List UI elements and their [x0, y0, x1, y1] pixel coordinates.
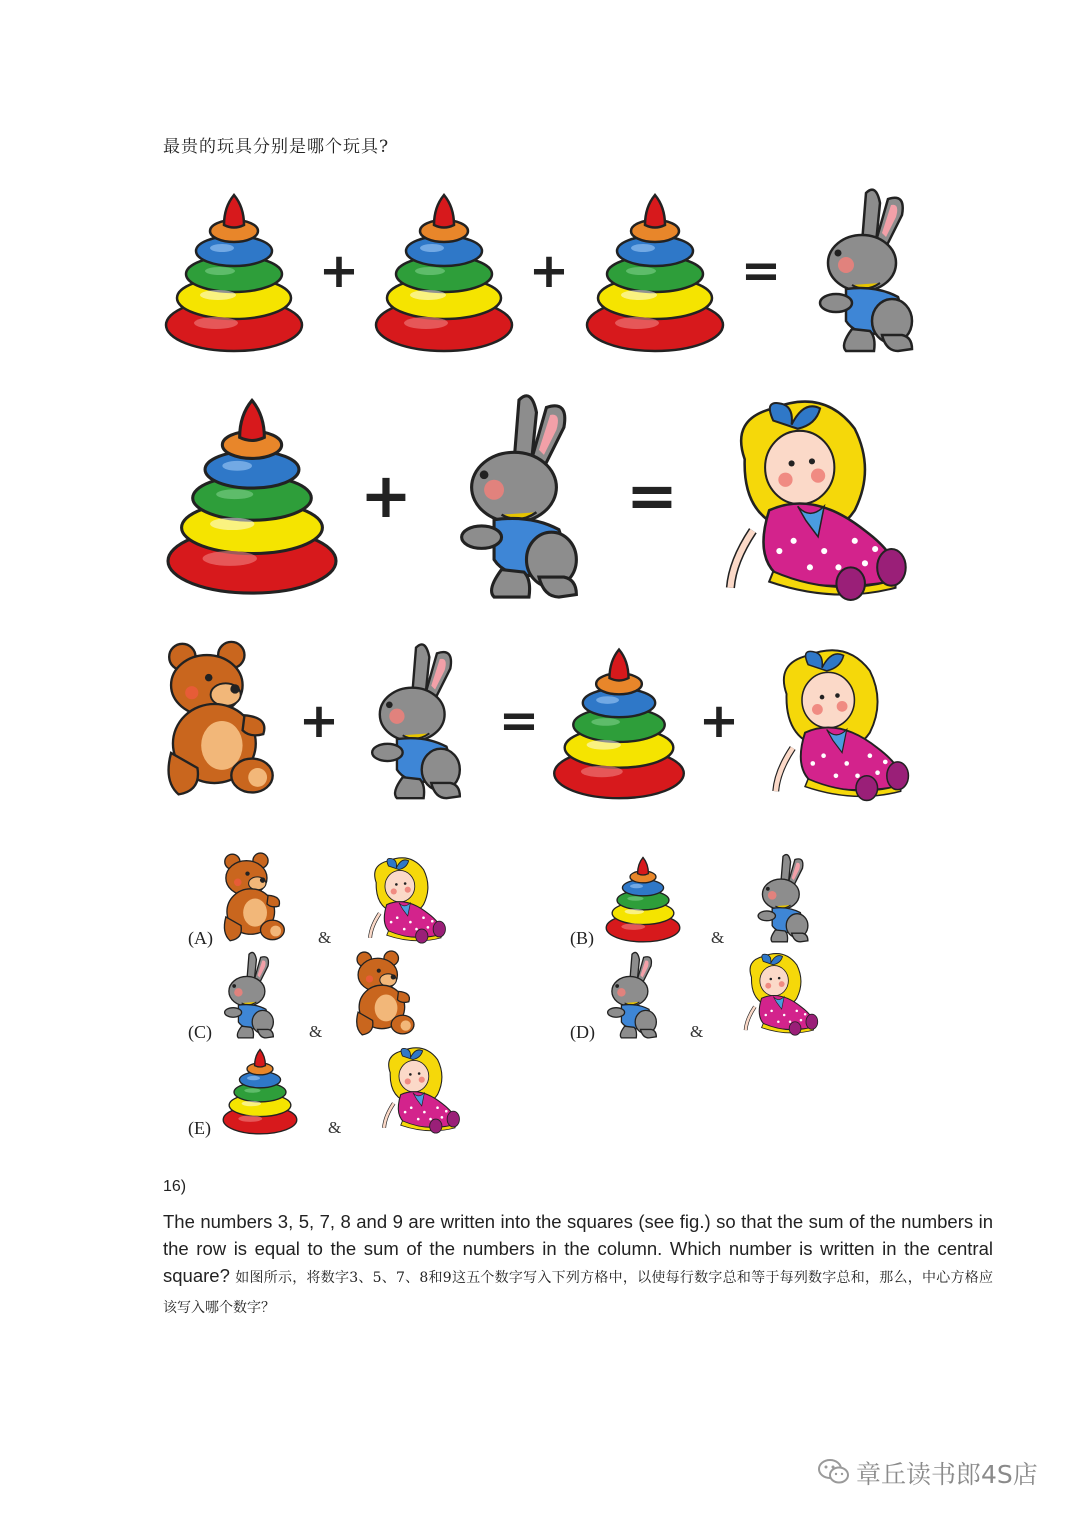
rabbit-icon	[754, 852, 812, 944]
ampersand: &	[309, 1022, 323, 1041]
option-label: (A)	[188, 928, 213, 948]
bear-icon	[220, 852, 288, 944]
ampersand: &	[711, 928, 725, 947]
rabbit-icon	[366, 640, 466, 802]
plus-sign: +	[318, 243, 360, 299]
option-label: (C)	[188, 1022, 212, 1042]
bear-icon	[163, 640, 277, 800]
pyramid-icon	[373, 185, 515, 355]
rabbit-icon	[220, 950, 278, 1040]
equals-sign: =	[740, 243, 782, 299]
pyramid-icon	[550, 640, 688, 802]
watermark-text: 章丘读书郎4S店	[856, 1460, 1038, 1489]
question-number: 16)	[163, 1178, 187, 1195]
rabbit-icon	[454, 390, 584, 602]
doll-icon	[710, 388, 918, 602]
option-label: (B)	[570, 928, 594, 948]
equals-sign: =	[498, 693, 540, 749]
plus-sign: +	[528, 243, 570, 299]
pyramid-icon	[604, 852, 682, 944]
ampersand: &	[318, 928, 332, 947]
pyramid-icon	[220, 1044, 300, 1136]
question-16-chinese: 如图所示，将数字3、5、7、8和9这五个数字写入下列方格中，以使每行数字总和等于每列数字总和，那么，中心方格应该写入哪个数字？	[163, 1270, 993, 1316]
plus-sign: +	[360, 459, 412, 532]
option-label: (D)	[570, 1022, 595, 1042]
pyramid-icon	[162, 388, 342, 598]
question-16-text	[163, 1208, 993, 1322]
option-label: (E)	[188, 1118, 211, 1138]
doll-icon	[736, 948, 824, 1036]
plus-sign: +	[298, 693, 340, 749]
wechat-icon	[818, 1458, 850, 1486]
ampersand: &	[328, 1118, 342, 1137]
doll-icon	[376, 1042, 464, 1134]
question-16-english: The numbers 3, 5, 7, 8 and 9 are written into the squares (see fig.) so that the sum of the numbers in the row is equal to the sum of the numbers in the column. Which number is written in the central square?	[163, 1211, 993, 1286]
rabbit-icon	[815, 185, 917, 355]
plus-sign: +	[698, 693, 740, 749]
rabbit-icon	[604, 950, 660, 1040]
bear-icon	[352, 950, 418, 1038]
pyramid-icon	[584, 185, 726, 355]
ampersand: &	[690, 1022, 704, 1041]
doll-icon	[760, 640, 918, 802]
equals-sign: =	[626, 459, 678, 532]
question-text: 最贵的玩具分别是哪个玩具?	[163, 137, 390, 157]
doll-icon	[360, 852, 452, 944]
pyramid-icon	[163, 185, 305, 355]
